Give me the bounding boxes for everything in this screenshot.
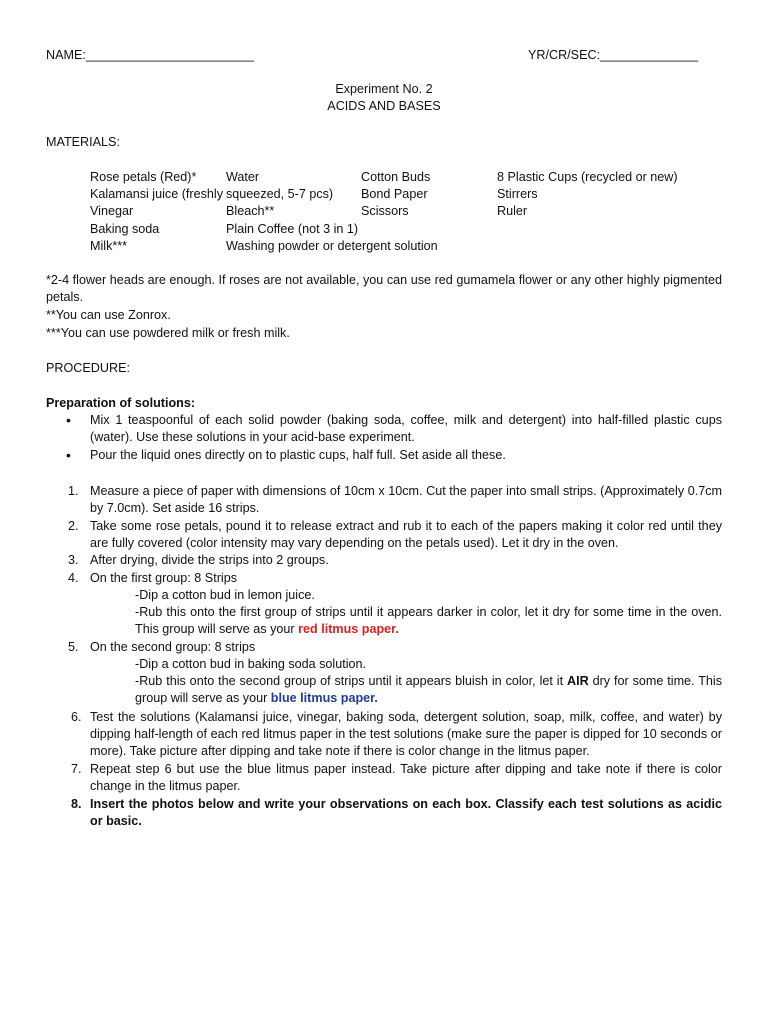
- step-text: On the second group: 8 strips: [90, 640, 256, 654]
- materials-heading: MATERIALS:: [46, 135, 120, 149]
- step-number: 4.: [68, 571, 79, 585]
- prep-bullet-item: Mix 1 teaspoonful of each solid powder (baking soda, coffee, milk and detergent) into half-filled plastic cups (water). Use these solutions in your acid-base experiment.: [90, 413, 722, 444]
- material-item: Baking soda: [90, 222, 160, 236]
- material-item: Rose petals (Red)*: [90, 170, 197, 184]
- step-text: After drying, divide the strips into 2 groups.: [90, 553, 329, 567]
- material-item: Water: [226, 170, 260, 184]
- material-item: Cotton Buds: [361, 170, 431, 184]
- bullet-icon: •: [66, 412, 71, 428]
- step-number: 1.: [68, 484, 79, 498]
- experiment-title: ACIDS AND BASES: [327, 99, 441, 113]
- step-number: 3.: [68, 553, 79, 567]
- material-item: Bond Paper: [361, 187, 428, 201]
- step-text: Insert the photos below and write your observations on each box. Classify each test solutions as acidic or basic.: [90, 797, 722, 828]
- material-item: squeezed, 5-7 pcs): [226, 187, 334, 201]
- step-text: On the first group: 8 Strips: [90, 571, 237, 585]
- note-bleach: **You can use Zonrox.: [46, 308, 171, 322]
- material-item: Kalamansi juice (freshly: [90, 187, 223, 201]
- section-field[interactable]: YR/CR/SEC:______________: [528, 48, 699, 62]
- note-milk: ***You can use powdered milk or fresh milk.: [46, 326, 290, 340]
- name-field[interactable]: NAME:________________________: [46, 48, 254, 62]
- red-litmus-highlight: red litmus paper: [298, 622, 396, 636]
- preparation-heading: Preparation of solutions:: [46, 396, 196, 410]
- material-item: Bleach**: [226, 204, 275, 218]
- blue-litmus-highlight: blue litmus paper: [270, 691, 375, 705]
- step-substep: -Dip a cotton bud in lemon juice.: [135, 588, 315, 602]
- material-item: Stirrers: [497, 187, 538, 201]
- step-number: 2.: [68, 519, 79, 533]
- material-item: Vinegar: [90, 204, 134, 218]
- note-flowers: *2-4 flower heads are enough. If roses are not available, you can use red gumamela flower or any other highly pigmented petals.: [46, 273, 722, 304]
- step-text: Test the solutions (Kalamansi juice, vinegar, baking soda, detergent solution, soap, milk, coffee, and water) by dipping half-length of each red litmus paper in the test solutions (make sure the paper is dipped for 10 seconds or more). Take picture after dipping and take note if there is color change in the litmus paper.: [90, 710, 722, 758]
- material-item: Plain Coffee (not 3 in 1): [226, 222, 359, 236]
- experiment-number: Experiment No. 2: [335, 82, 433, 96]
- material-item: Washing powder or detergent solution: [226, 239, 438, 253]
- step-number: 8.: [71, 797, 82, 811]
- procedure-heading: PROCEDURE:: [46, 361, 130, 375]
- step-number: 5.: [68, 640, 79, 654]
- step-substep: -Rub this onto the first group of strips until it appears darker in color, let it dry for some time in the oven. This group will serve as your red litmus paper.: [135, 605, 722, 636]
- material-item: Ruler: [497, 204, 528, 218]
- step-text: Repeat step 6 but use the blue litmus paper instead. Take picture after dipping and take note if there is color change in the litmus paper.: [90, 762, 722, 793]
- step-text: Take some rose petals, pound it to release extract and rub it to each of the papers making it color red until they are fully covered (color intensity may vary depending on the petals used). Let it dry in the oven.: [90, 519, 722, 550]
- step-number: 6.: [71, 710, 82, 724]
- step-text: Measure a piece of paper with dimensions of 10cm x 10cm. Cut the paper into small strips. (Approximately 0.7cm by 7.0cm). Set aside 16 strips.: [90, 484, 722, 515]
- material-item: 8 Plastic Cups (recycled or new): [497, 170, 678, 184]
- step-substep: -Rub this onto the second group of strips until it appears bluish in color, let it AIR dry for some time. This group will serve as your blue litmus paper.: [135, 674, 723, 705]
- material-item: Scissors: [361, 204, 409, 218]
- step-number: 7.: [71, 762, 82, 776]
- prep-bullet-item: Pour the liquid ones directly on to plastic cups, half full. Set aside all these.: [90, 448, 506, 462]
- bullet-icon: •: [66, 447, 71, 463]
- step-substep: -Dip a cotton bud in baking soda solution.: [135, 657, 367, 671]
- air-emphasis: AIR: [566, 674, 589, 688]
- material-item: Milk***: [90, 239, 128, 253]
